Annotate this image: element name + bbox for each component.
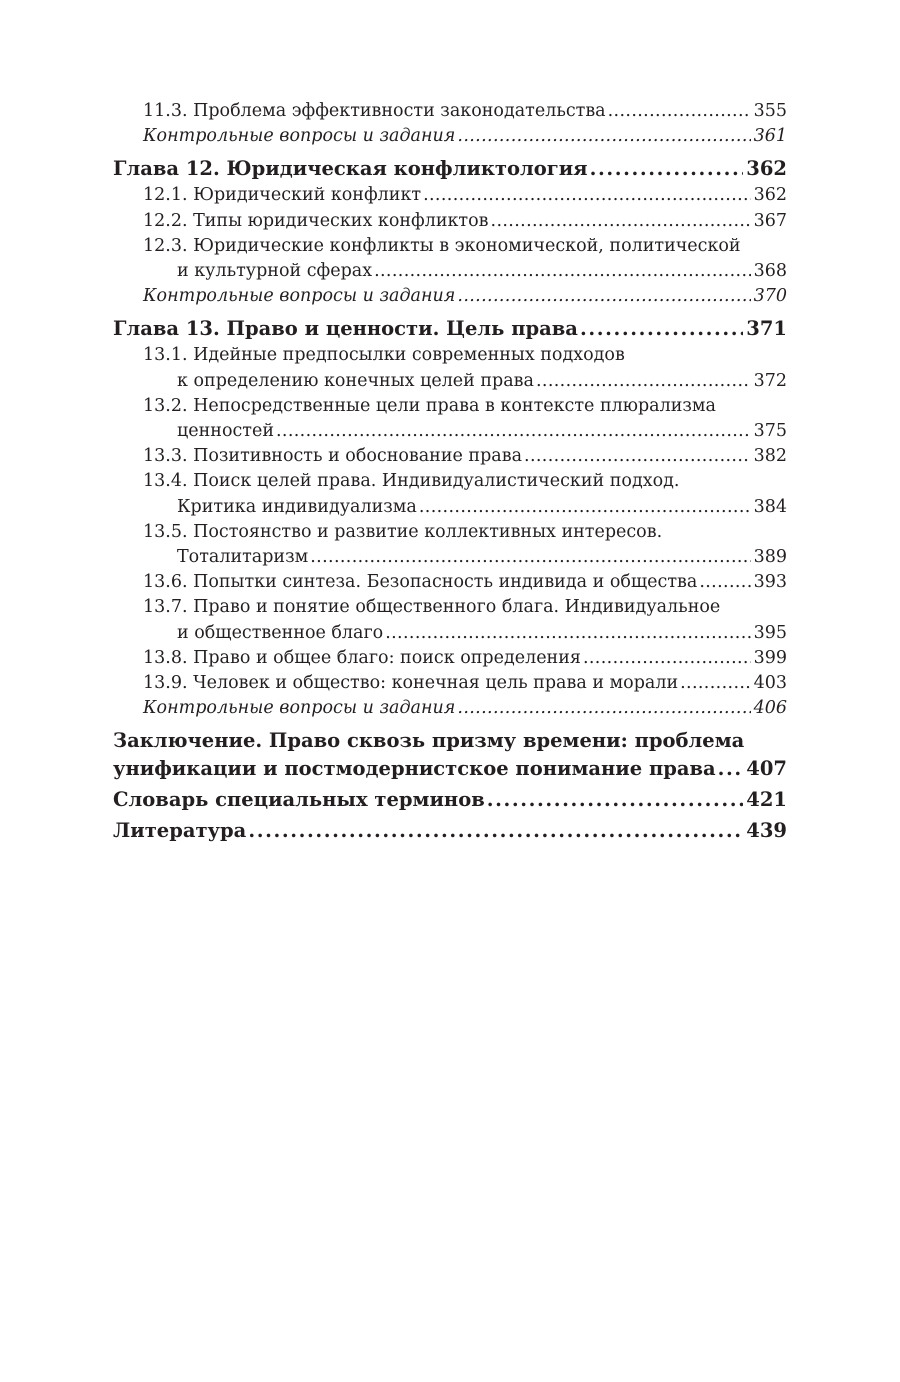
toc-page-number: 407 xyxy=(746,757,787,781)
toc-page-number: 393 xyxy=(753,572,787,593)
chapter-13-block xyxy=(113,315,787,721)
toc-page-number: 355 xyxy=(753,101,787,121)
toc-entry-questions-13[interactable] xyxy=(113,696,787,721)
dot-leader xyxy=(457,284,750,309)
toc-page-number: 403 xyxy=(753,673,787,694)
toc-entry-title: 13.9. Человек и общество: конечная цель права и морали xyxy=(143,673,679,694)
toc-entry-title-line2: Критика индивидуализма xyxy=(177,496,417,517)
toc-page-number: 382 xyxy=(753,446,787,467)
toc-entry-11-3[interactable] xyxy=(113,99,787,124)
toc-entry-title: 13.3. Позитивность и обоснование права xyxy=(143,446,523,467)
toc-page-number: 439 xyxy=(746,819,787,843)
toc-entry-title-line2: и культурной сферах xyxy=(177,261,373,282)
toc-chapter-title: Глава 12. Юридическая конфликтология xyxy=(113,157,588,181)
toc-chapter-title-line2: унификации и постмодернистское понимание права xyxy=(113,757,716,781)
toc-page-number: 368 xyxy=(753,261,787,282)
toc-page-number: 362 xyxy=(753,185,787,206)
toc-entry-13-8[interactable] xyxy=(113,646,787,671)
dot-leader xyxy=(524,444,751,469)
toc-entry-title-line2: Тоталитаризм xyxy=(177,547,309,568)
toc-entry-title: 11.3. Проблема эффективности законодательства xyxy=(143,101,606,121)
dot-leader xyxy=(536,369,751,394)
dot-leader xyxy=(491,209,751,234)
toc-page-number: 375 xyxy=(753,421,787,442)
toc-entry-questions-11[interactable] xyxy=(113,124,787,149)
toc-entry-title-line1: 13.7. Право и понятие общественного блага. Индивидуальное xyxy=(143,597,721,618)
dot-leader xyxy=(457,696,750,721)
toc-entry-title: 12.2. Типы юридических конфликтов xyxy=(143,210,489,231)
toc-entry-13-2[interactable] xyxy=(113,394,787,444)
toc-literature[interactable] xyxy=(113,817,787,845)
toc-conclusion[interactable] xyxy=(113,727,787,783)
toc-glossary[interactable] xyxy=(113,786,787,814)
toc-chapter-title: Словарь специальных терминов xyxy=(113,788,485,812)
toc-page-number: 406 xyxy=(753,698,787,719)
toc-page-number: 384 xyxy=(753,496,787,517)
toc-entry-title-line1: 12.3. Юридические конфликты в экономической, политической xyxy=(143,235,741,256)
toc-entry-title: Контрольные вопросы и задания xyxy=(143,286,456,307)
toc-page-number: 362 xyxy=(746,157,787,181)
toc-page-number: 370 xyxy=(753,286,787,307)
toc-entry-13-6[interactable] xyxy=(113,570,787,595)
dot-leader xyxy=(699,570,750,595)
toc-entry-12-2[interactable] xyxy=(113,209,787,234)
dot-leader xyxy=(385,621,750,646)
table-of-contents xyxy=(113,99,787,845)
toc-entry-13-3[interactable] xyxy=(113,444,787,469)
toc-entry-title-line2: и общественное благо xyxy=(177,622,384,643)
toc-entry-13-5[interactable] xyxy=(113,520,787,570)
dot-leader xyxy=(310,545,750,570)
dot-leader xyxy=(583,646,751,671)
toc-entry-12-1[interactable] xyxy=(113,183,787,208)
toc-entry-13-4[interactable] xyxy=(113,469,787,519)
toc-entry-title-line1: 13.4. Поиск целей права. Индивидуалистический подход. xyxy=(143,471,680,492)
toc-entry-title-line2: ценностей xyxy=(177,421,274,442)
toc-entry-title-line2: к определению конечных целей права xyxy=(177,370,534,391)
toc-chapter-title-line1: Заключение. Право сквозь призму времени: проблема xyxy=(113,729,745,753)
dot-leader xyxy=(419,495,751,520)
toc-entry-title: 12.1. Юридический конфликт xyxy=(143,185,422,206)
toc-page-number: 372 xyxy=(753,370,787,391)
dot-leader xyxy=(580,315,743,343)
dot-leader xyxy=(374,259,751,284)
toc-entry-13-9[interactable] xyxy=(113,671,787,696)
toc-page-number: 421 xyxy=(746,788,787,812)
toc-page-number: 395 xyxy=(753,622,787,643)
toc-entry-title: 13.6. Попытки синтеза. Безопасность индивида и общества xyxy=(143,572,698,593)
dot-leader xyxy=(457,124,750,149)
toc-chapter-12[interactable] xyxy=(113,155,787,183)
toc-entry-title-line1: 13.5. Постоянство и развитие коллективных интересов. xyxy=(143,521,663,542)
toc-entry-questions-12[interactable] xyxy=(113,284,787,309)
toc-entry-13-1[interactable] xyxy=(113,343,787,393)
toc-page-number: 367 xyxy=(753,210,787,231)
toc-page-number: 361 xyxy=(753,126,787,147)
dot-leader xyxy=(680,671,750,696)
dot-leader xyxy=(423,183,751,208)
dot-leader xyxy=(718,755,744,783)
dot-leader xyxy=(276,419,751,444)
dot-leader xyxy=(590,155,744,183)
dot-leader xyxy=(608,99,751,124)
toc-entry-13-7[interactable] xyxy=(113,595,787,645)
toc-chapter-title: Литература xyxy=(113,819,247,843)
chapter-12-block xyxy=(113,155,787,309)
toc-entry-title-line1: 13.1. Идейные предпосылки современных подходов xyxy=(143,345,625,366)
toc-chapter-title: Глава 13. Право и ценности. Цель права xyxy=(113,317,578,341)
toc-page-number: 399 xyxy=(753,647,787,668)
toc-entry-title-line1: 13.2. Непосредственные цели права в контексте плюрализма xyxy=(143,395,716,416)
toc-entry-title: Контрольные вопросы и задания xyxy=(143,698,456,719)
dot-leader xyxy=(487,786,744,814)
toc-page-number: 389 xyxy=(753,547,787,568)
toc-entry-title: 13.8. Право и общее благо: поиск определения xyxy=(143,647,581,668)
toc-entry-title: Контрольные вопросы и задания xyxy=(143,126,456,147)
dot-leader xyxy=(248,817,743,845)
toc-page-number: 371 xyxy=(746,317,787,341)
toc-chapter-13[interactable] xyxy=(113,315,787,343)
toc-entry-12-3[interactable] xyxy=(113,234,787,284)
